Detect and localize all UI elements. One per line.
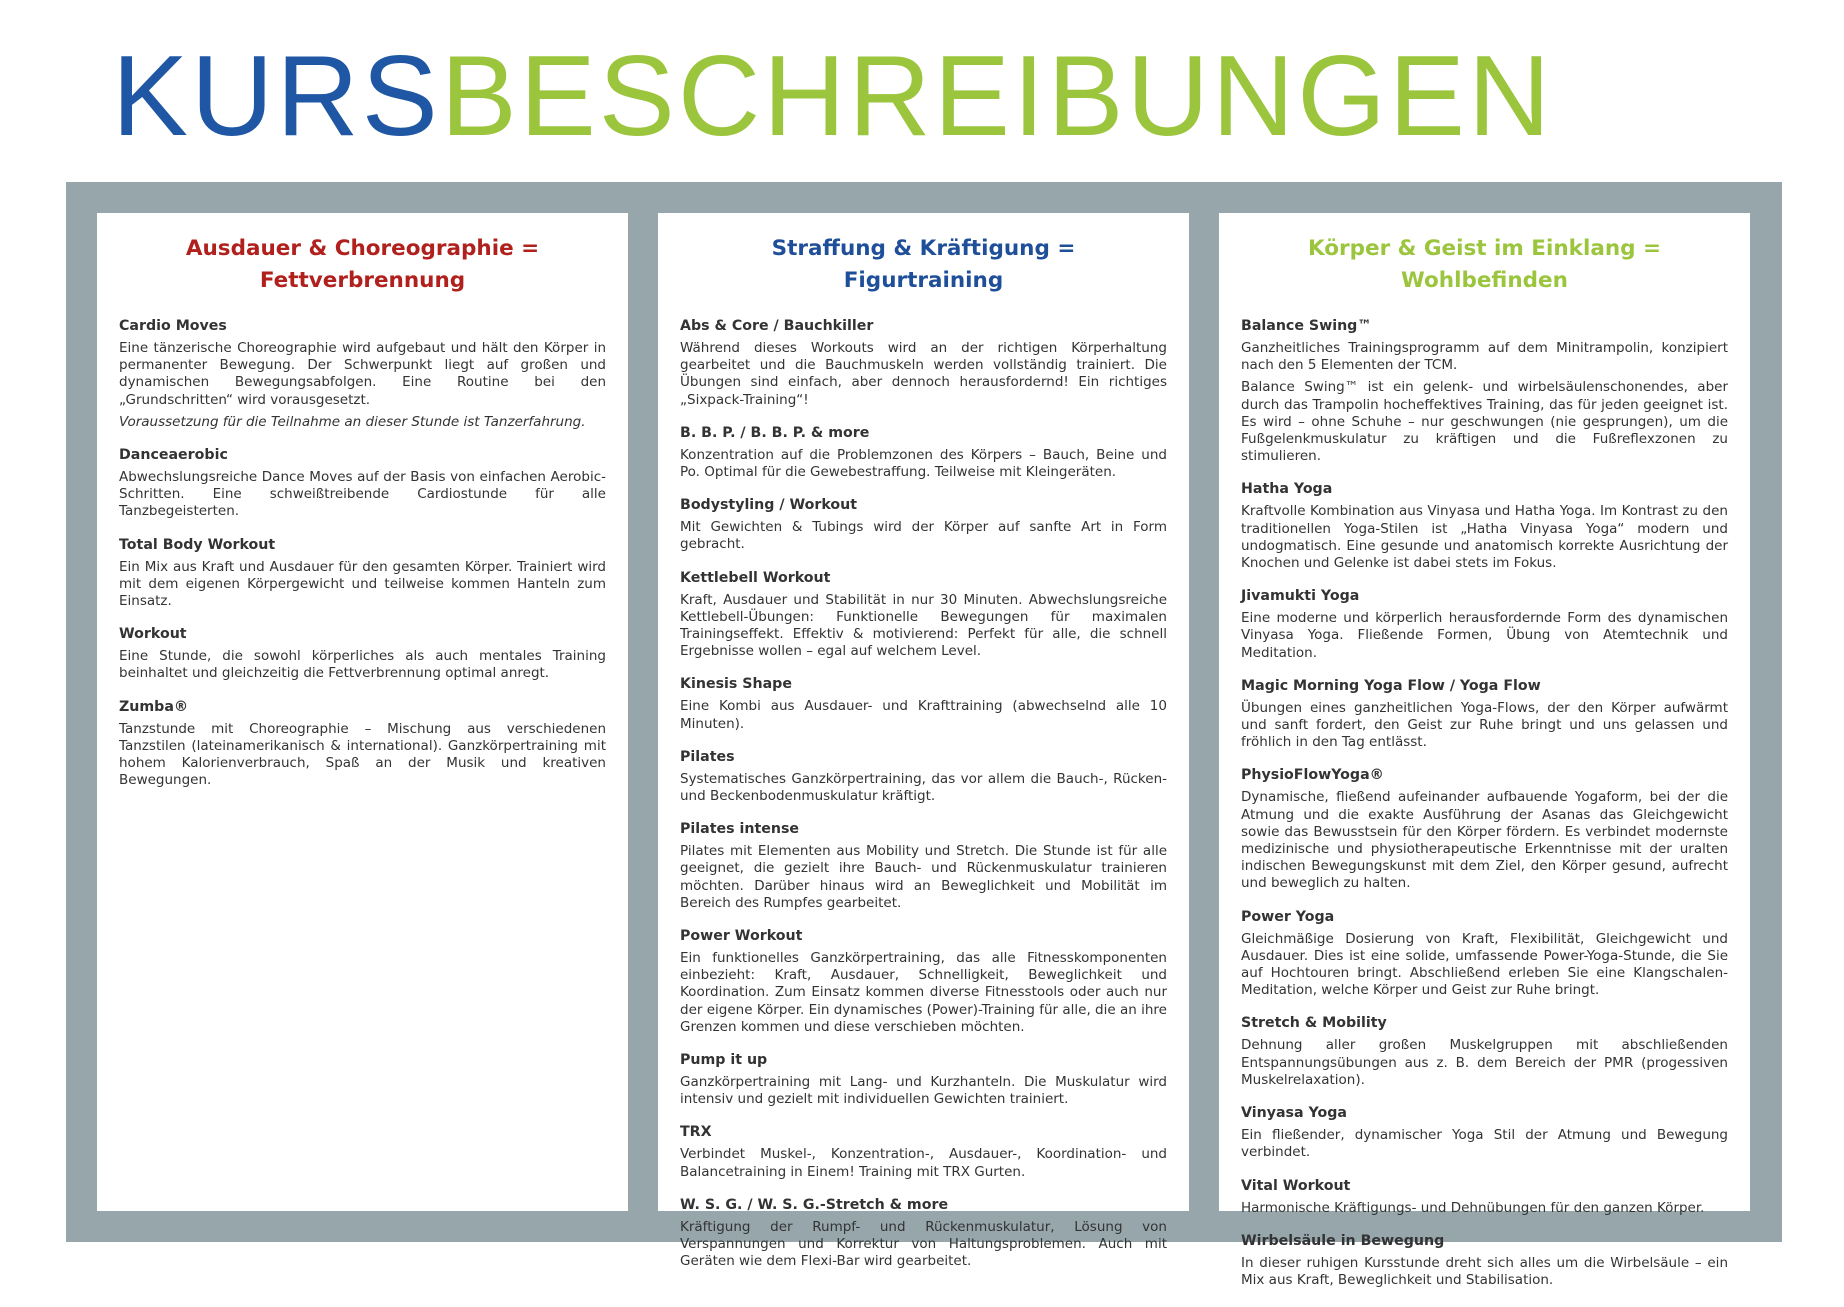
course-description: Kraftvolle Kombination aus Vinyasa und Hatha Yoga. Im Kontrast zu den traditionellen Yoga-Stilen ist „Hatha Vinyasa Yoga“ modern und undogmatisch. Eine gesunde und anatomisch korrekte Ausrichtung der Knochen und Gelenke ist dabei stets im Fokus. [1241,503,1728,572]
course-list [119,317,606,789]
course-title: Wirbelsäule in Bewegung [1241,1232,1445,1249]
course-list [1241,317,1728,1289]
course-item [680,748,1167,805]
column-heading [119,233,606,297]
course-description: Ein Mix aus Kraft und Ausdauer für den gesamten Körper. Trainiert wird mit dem eigenen Körpergewicht und teilweise kommen Hanteln zum Einsatz. [119,558,606,610]
column-koerper-geist [1219,213,1750,1288]
column-heading-line2: Wohlbefinden [1401,268,1568,293]
course-item [1241,1014,1728,1089]
course-title: Pilates [680,748,735,765]
course-description: Abwechslungsreiche Dance Moves auf der Basis von einfachen Aerobic-Schritten. Eine schweißtreibende Cardiostunde für alle Tanzbegeisterten. [119,469,606,520]
column-heading-line1: Körper & Geist im Einklang = [1307,236,1662,261]
column-heading-line1: Straffung & Kräftigung = [771,236,1076,261]
course-description: Harmonische Kräftigungs- und Dehnübungen für den ganzen Körper. [1241,1199,1705,1216]
course-item [119,536,606,611]
course-description: Während dieses Workouts wird an der richtigen Körperhaltung gearbeitet und die Bauchmuskeln werden vollständig trainiert. Die Übungen sind einfach, aber dennoch herausfordernd! Ein richtiges „Sixpack-Training“! [680,340,1167,408]
course-item [119,317,606,431]
course-title: Balance Swing™ [1241,318,1372,334]
course-title: Kettlebell Workout [680,569,831,586]
course-title: W. S. G. / W. S. G.-Stretch & more [680,1196,949,1213]
course-item [680,927,1167,1036]
course-title: Cardio Moves [119,318,227,334]
course-title: Pilates intense [680,821,800,838]
course-description: In dieser ruhigen Kursstunde dreht sich alles um die Wirbelsäule – ein Mix aus Kraft, Beweglichkeit und Stabilisation. [1241,1254,1728,1288]
course-description: Pilates mit Elementen aus Mobility und Stretch. Die Stunde ist für alle geeignet, die gezielt ihre Bauch- und Rückenmuskulatur trainieren möchten. Darüber hinaus wird an Beweglichkeit und Mobilität im Bereich des Rumpfes gearbeitet. [680,843,1167,911]
column-heading [1241,233,1728,297]
course-item [680,1123,1167,1180]
course-list [680,317,1167,1271]
title-part-beschreibungen: BESCHREIBUNGEN [440,33,1554,160]
course-item [1241,908,1728,1000]
course-item [1241,1232,1728,1289]
course-item [1241,317,1728,465]
columns-frame [66,182,1782,1288]
course-title: Hatha Yoga [1241,481,1333,498]
course-title: Vinyasa Yoga [1241,1105,1347,1122]
course-title: Pump it up [680,1052,768,1069]
course-title: TRX [680,1124,712,1141]
course-item [119,625,606,682]
title-part-kurs: KURS [112,33,441,160]
course-item [119,698,606,790]
course-description: Übungen eines ganzheitlichen Yoga-Flows, der den Körper aufwärmt und sanft fordert, den Geist zur Ruhe bringt und uns gelassen und fröhlich in den Tag entlässt. [1241,699,1728,751]
column-ausdauer [97,213,628,1211]
course-description: Gleichmäßige Dosierung von Kraft, Flexibilität, Gleichgewicht und Ausdauer. Dies ist eine solide, umfassende Power-Yoga-Stunde, die Sie auf Hochtouren bringt. Abschließend erleben Sie eine Klangschalen-Meditation, welche Körper und Geist zur Ruhe bringt. [1241,930,1728,999]
course-description: Kraft, Ausdauer und Stabilität in nur 30 Minuten. Abwechslungsreiche Kettlebell-Übungen: Funktionelle Bewegungen für maximalen Trainingseffekt. Effektiv & motivierend: Perfekt für alle, die schnell Ergebnisse wollen – egal auf welchem Level. [680,591,1167,660]
course-description: Systematisches Ganzkörpertraining, das vor allem die Bauch-, Rücken- und Beckenbodenmuskulatur kräftigt. [680,770,1167,805]
course-item [680,1051,1167,1108]
course-item [680,424,1167,481]
course-title: Bodystyling / Workout [680,497,858,514]
course-item [680,569,1167,661]
course-description: Ganzheitliches Trainingsprogramm auf dem Minitrampolin, konzipiert nach den 5 Elementen der TCM. [1241,340,1728,374]
course-description: Kräftigung der Rumpf- und Rückenmuskulatur, Lösung von Verspannungen und Korrektur von Haltungsproblemen. Auch mit Geräten wie dem Flexi-Bar wird gearbeitet. [680,1218,1167,1270]
course-item [1241,766,1728,892]
course-title: Jivamukti Yoga [1241,588,1360,605]
course-title: Danceaerobic [119,447,228,464]
course-item [680,317,1167,409]
course-title: Workout [119,626,187,643]
course-description: Ein funktionelles Ganzkörpertraining, das alle Fitnesskomponenten einbezieht: Kraft, Ausdauer, Schnelligkeit, Beweglichkeit und Koordination. Zum Einsatz kommen diverse Fitnesstools oder auch nur der eigene Körper. Ein dynamisches (Power)-Training für alle, die an ihre Grenzen kommen und diese verschieben möchten. [680,950,1167,1035]
course-description: Verbindet Muskel-, Konzentration-, Ausdauer-, Koordination- und Balancetraining in Einem! Training mit TRX Gurten. [680,1146,1167,1180]
course-description: Konzentration auf die Problemzonen des Körpers – Bauch, Beine und Po. Optimal für die Gewebestraffung. Teilweise mit Kleingeräten. [680,446,1167,481]
course-description: Balance Swing™ ist ein gelenk- und wirbelsäulenschonendes, aber durch das Trampolin hocheffektives Training, das für jeden geeignet ist. Es wird – ohne Schuhe – nur geschwungen (nie gesprungen), um die Fußgelenkmuskulatur zu kräftigen und die Fußreflexzonen zu stimulieren. [1241,379,1728,465]
course-title: PhysioFlowYoga® [1241,767,1384,784]
course-title: B. B. P. / B. B. P. & more [680,424,870,441]
course-description: Eine moderne und körperlich herausfordernde Form des dynamischen Vinyasa Yoga. Fließende Formen, Übung von Atemtechnik und Meditation. [1241,610,1728,661]
column-straffung [658,213,1189,1270]
course-description: Ein fließender, dynamischer Yoga Stil der Atmung und Bewegung verbindet. [1241,1127,1728,1161]
course-title: Power Workout [680,928,803,945]
course-description: Dynamische, fließend aufeinander aufbauende Yogaform, bei der die Atmung und die exakte Ausführung der Asanas das Gleichgewicht sowie das Bewusstsein für den Körper fördern. Es verbindet modernste medizinische und physiotherapeutische Erkenntnisse mit der uralten indischen Bewegungskunst mit dem Ziel, den Körper gesund, aufrecht und beweglich zu halten. [1241,789,1728,892]
page-title [112,33,1554,160]
course-title: Power Yoga [1241,908,1335,925]
course-item [680,496,1167,553]
course-item [680,1196,1167,1271]
course-description: Eine Kombi aus Ausdauer- und Krafttraining (abwechselnd alle 10 Minuten). [680,698,1167,732]
course-description: Voraussetzung für die Teilnahme an dieser Stunde ist Tanzerfahrung. [119,413,586,430]
course-item [119,446,606,521]
course-item [1241,1177,1728,1217]
course-item [1241,1104,1728,1161]
course-item [1241,480,1728,572]
course-title: Magic Morning Yoga Flow / Yoga Flow [1241,677,1541,694]
course-description: Dehnung aller großen Muskelgruppen mit abschließenden Entspannungsübungen aus z. B. dem Bereich der PMR (progessiven Muskelrelaxation). [1241,1037,1728,1088]
course-item [1241,587,1728,662]
course-title: Zumba® [119,698,189,715]
course-description: Mit Gewichten & Tubings wird der Körper auf sanfte Art in Form gebracht. [680,519,1167,553]
course-item [680,675,1167,732]
course-title: Kinesis Shape [680,676,792,693]
column-heading-line1: Ausdauer & Choreographie = [185,236,540,261]
column-heading [680,233,1167,297]
column-heading-line2: Figurtraining [843,268,1004,293]
course-title: Abs & Core / Bauchkiller [680,318,874,334]
column-heading-line2: Fettverbrennung [259,268,466,293]
course-description: Eine Stunde, die sowohl körperliches als auch mentales Training beinhaltet und gleichzeitig die Fettverbrennung optimal anregt. [119,648,606,682]
course-title: Stretch & Mobility [1241,1015,1387,1032]
course-item [1241,677,1728,752]
course-title: Total Body Workout [119,536,276,553]
course-item [680,820,1167,912]
course-description: Tanzstunde mit Choreographie – Mischung aus verschiedenen Tanzstilen (lateinamerikanisch & international). Ganzkörpertraining mit hohem Kalorienverbrauch, Spaß an der Musik und kreativen Bewegungen. [119,720,606,789]
course-description: Eine tänzerische Choreographie wird aufgebaut und hält den Körper in permanenter Bewegung. Der Schwerpunkt liegt auf großen und dynamischen Bewegungsabfolgen. Eine Routine bei den „Grundschritten“ wird vorausgesetzt. [119,340,606,408]
course-description: Ganzkörpertraining mit Lang- und Kurzhanteln. Die Muskulatur wird intensiv und gezielt mit individuellen Gewichten trainiert. [680,1074,1167,1108]
course-title: Vital Workout [1241,1177,1351,1194]
